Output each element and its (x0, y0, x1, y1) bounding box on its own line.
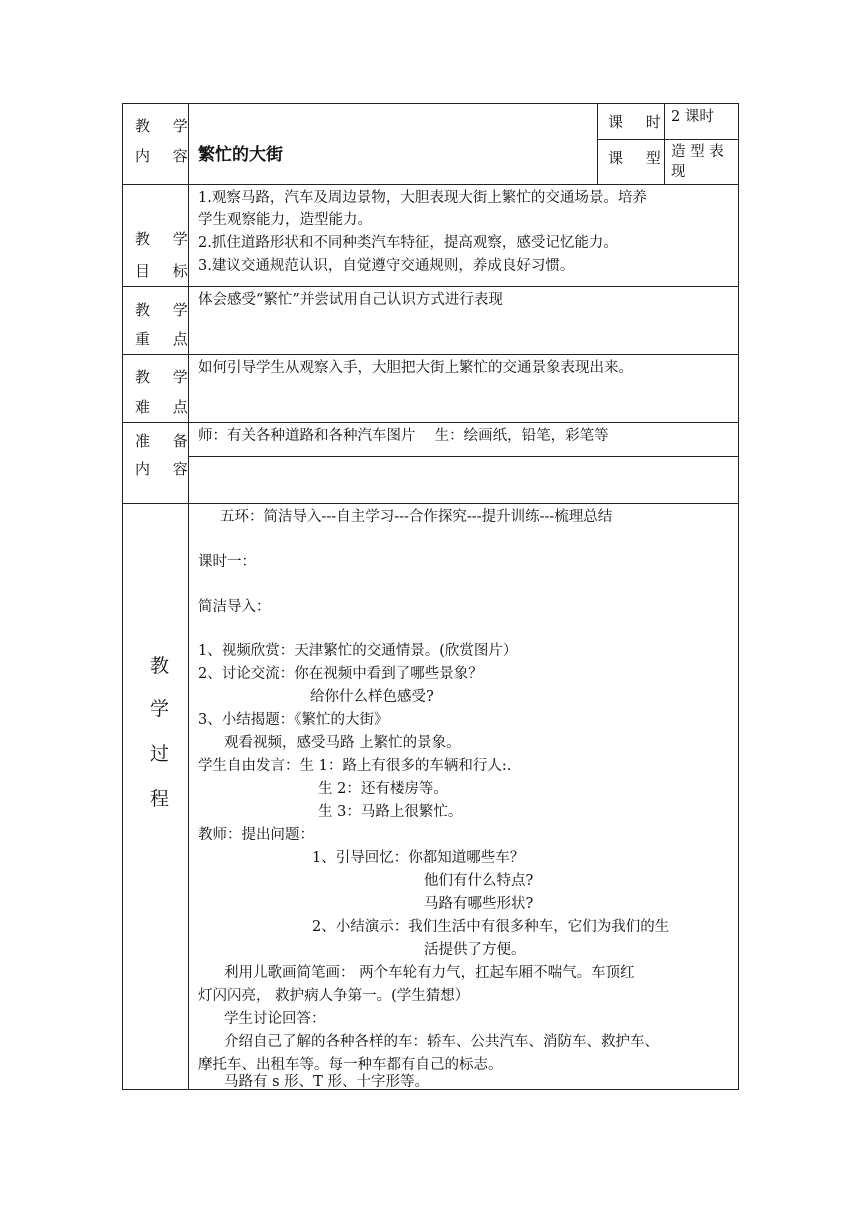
goal-line: 1.观察马路，汽车及周边景物，大胆表现大街上繁忙的交通场景。培养 (198, 190, 647, 206)
label-process-char: 程 (150, 788, 170, 810)
column-divider-title (597, 103, 598, 185)
process-line: 课时一： (198, 554, 256, 570)
process-line: 1、视频欣赏：天津繁忙的交通情景。(欣赏图片） (198, 643, 518, 659)
process-line: 灯闪闪亮， 救护病人争第一。(学生猜想） (198, 988, 470, 1004)
process-line: 观看视频，感受马路 上繁忙的景象。 (224, 735, 461, 751)
label-prep-line2: 内 容 (135, 460, 197, 478)
label-difficulty-line1: 教 学 (135, 368, 197, 386)
process-line: 1、引导回忆：你都知道哪些车？ (312, 850, 525, 866)
table-border-left (122, 103, 123, 1090)
focus-text: 体会感受“繁忙”并尝试用自己认识方式进行表现 (198, 292, 503, 308)
process-line: 马路有 s 形、T 形、十字形等。 (224, 1074, 429, 1090)
type-value-line2: 现 (671, 164, 686, 180)
process-line: 教师：提出问题： (198, 827, 314, 843)
period-value: 2 课时 (671, 109, 714, 125)
process-line: 利用儿歌画简笔画： 两个车轮有力气，扛起车厢不喘气。车顶红 (224, 965, 635, 981)
label-content-line2: 内 容 (135, 147, 197, 165)
label-content-line1: 教 学 (135, 117, 197, 135)
process-line: 学生讨论回答： (224, 1011, 326, 1027)
label-difficulty-line2: 难 点 (135, 398, 197, 416)
prep-text: 师：有关各种道路和各种汽车图片 生：绘画纸，铅笔，彩笔等 (198, 428, 609, 444)
process-line: 活提供了方便。 (424, 942, 526, 958)
process-line: 介绍自己了解的各种各样的车：轿车、公共汽车、消防车、救护车、 (224, 1034, 659, 1050)
label-prep-line1: 准 备 (135, 432, 197, 450)
label-process-char: 过 (150, 743, 170, 765)
row-divider-header (122, 184, 739, 185)
row-divider-prep (122, 503, 739, 504)
row-divider-difficulty (122, 422, 739, 423)
row-divider-prep-inner (188, 456, 739, 457)
process-line: 3、小结揭题：《繁忙的大街》 (198, 712, 389, 728)
process-line: 五环：简洁导入---自主学习---合作探究---提升训练---梳理总结 (220, 509, 613, 525)
row-divider-goals (122, 286, 739, 287)
row-divider-focus (122, 354, 739, 355)
label-focus-line1: 教 学 (135, 301, 197, 319)
goal-line: 3.建议交通规范认识，自觉遵守交通规则，养成良好习惯。 (198, 258, 575, 274)
process-line: 简洁导入： (198, 599, 271, 615)
label-goals-line2: 目 标 (135, 262, 197, 280)
process-line: 给你什么样色感受? (310, 689, 434, 705)
process-line: 生 3：马路上很繁忙。 (318, 804, 463, 820)
goal-line: 学生观察能力，造型能力。 (198, 212, 372, 228)
column-divider-label (188, 103, 189, 1090)
process-line: 2、小结演示：我们生活中有很多种车，它们为我们的生 (312, 919, 670, 935)
period-label: 课 时 (608, 113, 670, 131)
process-line: 学生自由发言：生 1：路上有很多的车辆和行人:. (198, 758, 512, 774)
label-goals-line1: 教 学 (135, 230, 197, 248)
goal-line: 2.抓住道路形状和不同种类汽车特征，提高观察，感受记忆能力。 (198, 235, 618, 251)
type-label: 课 型 (608, 149, 670, 167)
row-divider-period-type (597, 139, 739, 140)
table-border-top (122, 103, 739, 104)
process-line: 摩托车、出租车等。每一种车都有自己的标志。 (198, 1057, 503, 1073)
label-process-char: 教 (150, 655, 170, 677)
label-focus-line2: 重 点 (135, 330, 197, 348)
process-line: 马路有哪些形状? (424, 896, 534, 912)
process-line: 他们有什么特点? (424, 873, 534, 889)
lesson-title: 繁忙的大街 (198, 145, 283, 165)
table-border-bottom (122, 1089, 739, 1090)
label-process-char: 学 (150, 698, 170, 720)
process-line: 生 2：还有楼房等。 (318, 781, 448, 797)
process-line: 2、讨论交流：你在视频中看到了哪些景象？ (198, 666, 483, 682)
table-border-right (738, 103, 739, 1090)
type-value-line1: 造 型 表 (671, 144, 724, 160)
difficulty-text: 如何引导学生从观察入手，大胆把大街上繁忙的交通景象表现出来。 (198, 360, 633, 376)
